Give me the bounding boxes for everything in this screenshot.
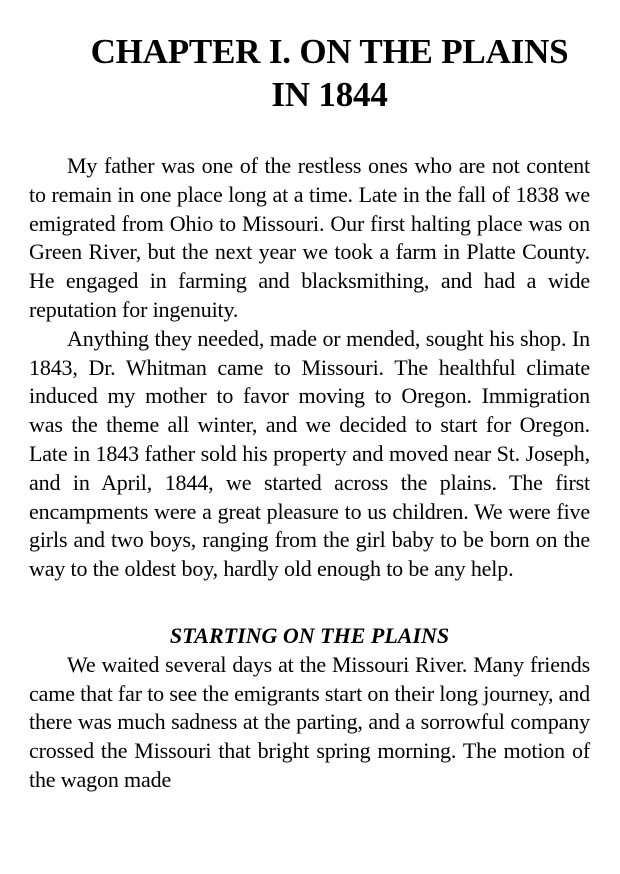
body-paragraph-2: Anything they needed, made or mended, sought his shop. In 1843, Dr. Whitman came to Missouri. The healthful climate induced my mother to favor moving to Oregon. Immigration was the theme all winter, and we decided to start for Oregon. Late in 1843 father sold his property and moved near St. Joseph, and in April, 1844, we started across the plains. The first encampments were a great pleasure to us children. We were five girls and two boys, ranging from the girl baby to be born on the way to the oldest boy, hardly old enough to be any help. <box>29 325 590 582</box>
body-paragraph-1: My father was one of the restless ones who are not content to remain in one place long at a time. Late in the fall of 1838 we emigrated from Ohio to Missouri. Our first halting place was on Green River, but the next year we took a farm in Platte County. He engaged in farming and blacksmithing, and had a wide reputation for ingenuity. <box>29 153 590 322</box>
book-page <box>29 30 590 795</box>
chapter-title: CHAPTER I. ON THE PLAINS IN 1844 <box>90 32 569 114</box>
section-paragraph-1: We waited several days at the Missouri River. Many friends came that far to see the emigrants start on their long journey, and there was much sadness at the parting, and a sorrowful company crossed the Missouri that bright spring morning. The motion of the wagon made <box>29 651 590 792</box>
section-heading: STARTING ON THE PLAINS <box>169 622 450 648</box>
